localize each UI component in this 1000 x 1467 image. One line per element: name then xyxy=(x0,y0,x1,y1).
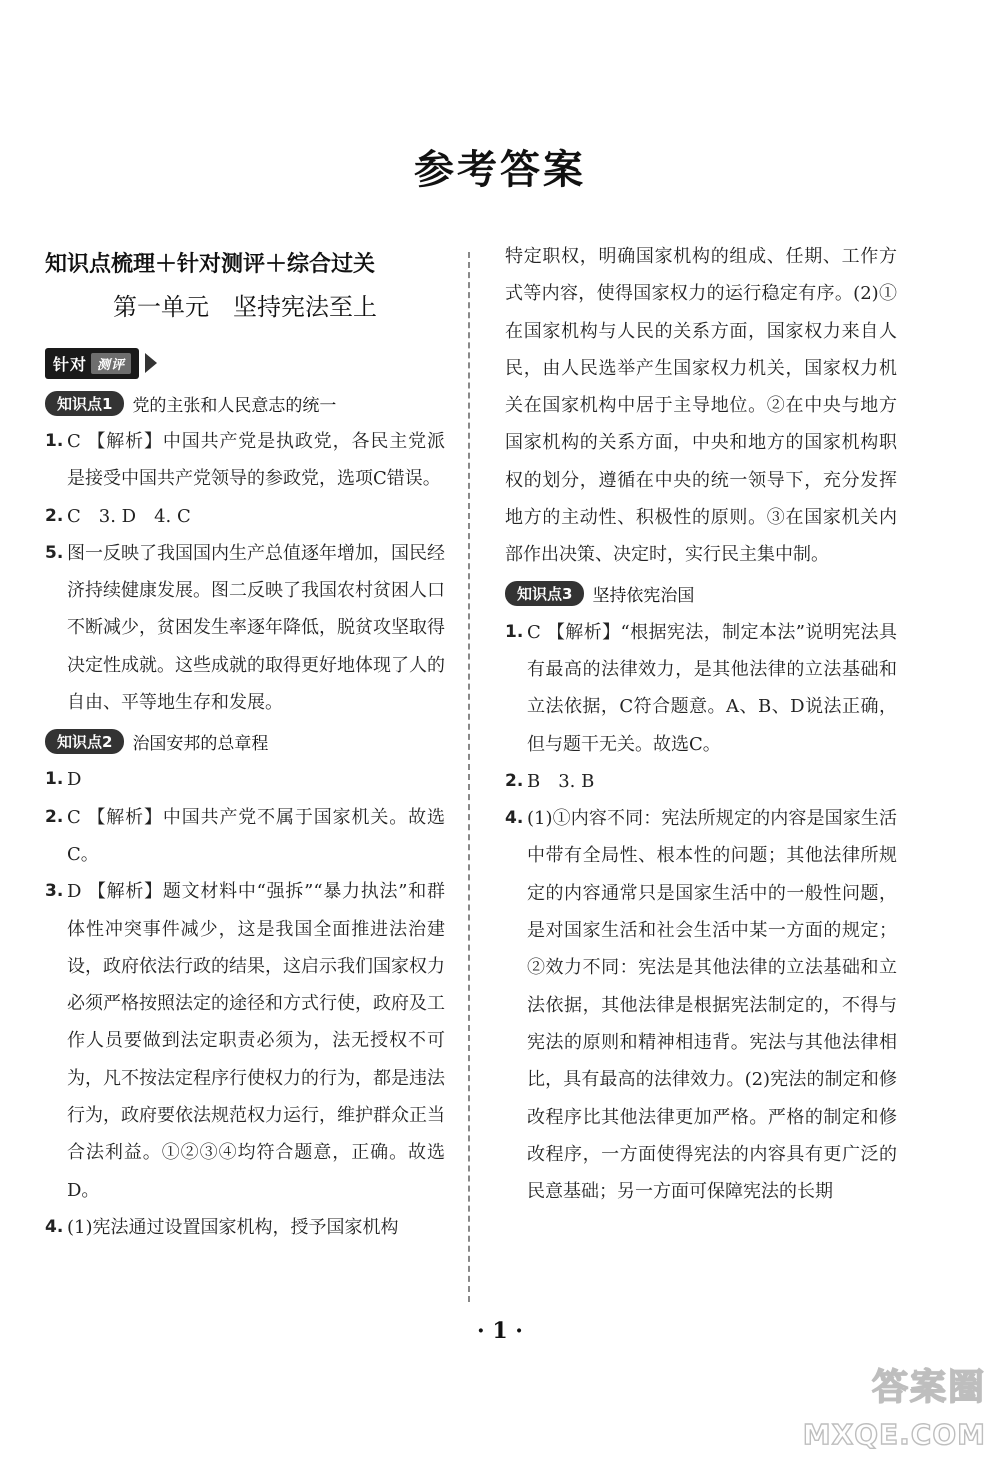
answer-number: 2. xyxy=(45,505,64,526)
answer-number: 1. xyxy=(505,621,524,642)
knowledge-point-badge: 知识点3 xyxy=(505,581,584,606)
unit-heading: 第一单元 坚持宪法至上 xyxy=(113,293,377,321)
answer-item xyxy=(505,614,897,763)
answer-item xyxy=(505,763,897,800)
answer-item xyxy=(45,535,445,721)
practice-tag xyxy=(45,343,445,383)
answer-number: 3. xyxy=(45,881,64,902)
page-number: · 1 · xyxy=(477,1318,523,1344)
knowledge-point-heading xyxy=(505,574,897,614)
answer-text: D xyxy=(67,769,82,791)
page-title: 参考答案 xyxy=(414,147,586,193)
knowledge-point-heading xyxy=(45,721,445,761)
watermark-logo xyxy=(802,1359,986,1455)
knowledge-point-title: 治国安邦的总章程 xyxy=(132,733,269,754)
answer-continuation: 特定职权，明确国家机构的组成、任期、工作方式等内容，使得国家权力的运行稳定有序。(2)①在国家机构与人民的关系方面，国家权力来自人民，由人民选举产生国家权力机关，国家权力机关在国家机构中居于主导地位。②在中央与地方国家机构的关系方面，中央和地方的国家机构职权的划分，遵循在中央的统一领导下，充分发挥地方的主动性、积极性的原则。③在国家机关内部作出决策、决定时，实行民主集中制。 xyxy=(505,246,897,566)
answer-text: (1)①内容不同：宪法所规定的内容是国家生活中带有全局性、根本性的问题；其他法律所规定的内容通常只是国家生活中的一般性问题，是对国家生活和社会生活中某一方面的规定；②效力不同：宪法是其他法律的立法基础和立法依据，其他法律是根据宪法制定的，不得与宪法的原则和精神相违背。宪法与其他法律相比，具有最高的法律效力。(2)宪法的制定和修改程序比其他法律更加严格。严格的制定和修改程序，一方面使得宪法的内容具有更广泛的民意基础；另一方面可保障宪法的长期 xyxy=(527,808,897,1203)
answer-number: 1. xyxy=(45,769,64,790)
knowledge-point-badge: 知识点1 xyxy=(45,391,124,416)
right-column xyxy=(505,238,897,1210)
answer-text: C 【解析】中国共产党不属于国家机关。故选C。 xyxy=(67,806,445,865)
practice-tag-label xyxy=(45,348,139,379)
answer-item xyxy=(45,1209,445,1246)
left-column xyxy=(45,245,445,1246)
column-divider xyxy=(468,252,470,1302)
knowledge-point-title: 坚持依宪治国 xyxy=(592,586,695,607)
answer-number: 4. xyxy=(505,808,524,829)
answer-item xyxy=(45,498,445,535)
answer-item xyxy=(45,761,445,798)
answer-number: 4. xyxy=(45,1216,64,1237)
answer-item xyxy=(45,423,445,498)
answer-number: 2. xyxy=(505,770,524,791)
answer-text: C 【解析】“根据宪法，制定本法”说明宪法具有最高的法律效力，是其他法律的立法基础和立法依据，C符合题意。A、B、D说法正确，但与题干无关。故选C。 xyxy=(527,621,897,755)
answer-text: (1)宪法通过设置国家机构，授予国家机构 xyxy=(67,1216,399,1238)
knowledge-point-badge: 知识点2 xyxy=(45,729,124,754)
knowledge-point-title: 党的主张和人民意志的统一 xyxy=(132,395,337,416)
answer-item xyxy=(45,799,445,874)
answer-text: C 3. D 4. C xyxy=(67,505,191,527)
watermark-main: 答案圈 xyxy=(871,1367,986,1408)
answer-item xyxy=(45,873,445,1209)
practice-tag-main: 针对 xyxy=(53,354,88,374)
section-heading: 知识点梳理＋针对测评＋综合过关 xyxy=(45,252,376,277)
practice-tag-sub: 测评 xyxy=(91,353,131,374)
answer-number: 5. xyxy=(45,542,64,563)
answer-number: 1. xyxy=(45,431,64,451)
answer-text: C 【解析】中国共产党是执政党，各民主党派是接受中国共产党领导的参政党，选项C错误。 xyxy=(67,431,445,490)
answer-text: 图一反映了我国国内生产总值逐年增加，国民经济持续健康发展。图二反映了我国农村贫困人口不断减少，贫困发生率逐年降低，脱贫攻坚取得决定性成就。这些成就的取得更好地体现了人的自由、平等地生存和发展。 xyxy=(67,542,445,714)
answer-number: 2. xyxy=(45,806,64,827)
arrow-right-icon xyxy=(145,353,157,373)
answer-text: D 【解析】题文材料中“强拆”“暴力执法”和群体性冲突事件减少，这是我国全面推进法治建设，政府依法行政的结果，这启示我们国家权力必须严格按照法定的途径和方式行使，政府及工作人员要做到法定职责必须为，法无授权不可为，凡不按法定程序行使权力的行为，都是违法行为，政府要依法规范权力运行，维护群众正当合法利益。①②③④均符合题意，正确。故选D。 xyxy=(67,881,445,1201)
answer-item xyxy=(505,800,897,1210)
watermark-sub: MXQE.COM xyxy=(802,1418,986,1451)
answer-text: B 3. B xyxy=(527,770,595,792)
knowledge-point-heading xyxy=(45,383,445,423)
